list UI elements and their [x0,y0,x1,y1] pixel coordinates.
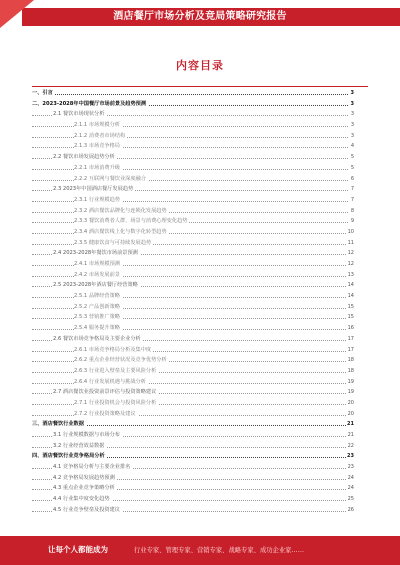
toc-entry[interactable] [32,366,354,377]
toc-entry-page: 18 [347,366,354,377]
toc-entry[interactable] [32,483,354,494]
toc-entry[interactable] [32,238,354,249]
toc-entry[interactable] [32,345,354,356]
toc-entry-page: 12 [347,259,354,270]
toc-entry-page: 25 [347,494,354,505]
toc-entry-page: 20 [347,409,354,420]
toc-entry-text: 2.7 酒店餐饮业投资前景评估与投资策略建议 [53,387,158,398]
toc-entry[interactable] [32,323,354,334]
toc-entry-page: 18 [347,355,354,366]
toc-entry[interactable] [32,259,354,270]
toc-entry-page: 13 [347,270,354,281]
toc-entry-page: 21 [347,430,354,441]
footer-slogan: 让每个人都能成为 [48,545,108,554]
toc-entry[interactable] [32,430,354,441]
toc-entry[interactable] [32,451,354,462]
toc-entry-text: 2.1 餐饮市场现状分析 [53,109,106,120]
toc-entry-page: 17 [347,334,354,345]
toc-entry-text: 2.2.2 互联网与餐饮业深度融合 [74,174,148,185]
toc-entry-page: 21 [346,419,354,430]
toc-entry-text: 2.1.3 市场竞争格局 [74,141,122,152]
toc-entry-text: 一、引言 [32,88,55,99]
toc-entry-text: 2.4 2023-2028年餐饮市场前景预测 [53,248,140,259]
toc-entry-text: 2.1.2 消费者市场结构 [74,131,127,142]
toc-entry-page: 7 [350,184,354,195]
toc-entry-text: 2.5.4 服务提升策略 [74,323,122,334]
toc-entry-page: 7 [350,195,354,206]
toc-entry-text: 3.1 行业规模数据与市场分布 [53,430,122,441]
toc-entry-text: 2.4.2 市场发展前景 [74,270,122,281]
toc-entry-page: 3 [350,88,354,99]
toc-entry[interactable] [32,398,354,409]
toc-entry-text: 2.6.2 重点企业经营状况及竞争优势分析 [74,355,169,366]
toc-entry-text: 二、2023-2028年中国餐厅市场前景及趋势预测 [32,99,148,110]
toc-entry-text: 2.5.2 产品创新策略 [74,302,122,313]
toc-entry[interactable] [32,419,354,430]
toc-entry[interactable] [32,377,354,388]
dot-leader [32,94,348,95]
toc-entry[interactable] [32,174,354,185]
toc-entry-page: 19 [347,387,354,398]
toc-entry[interactable] [32,441,354,452]
toc-entry[interactable] [32,280,354,291]
toc-entry[interactable] [32,88,354,99]
toc-entry[interactable] [32,473,354,484]
toc-entry-text: 2.7.1 行业投资机会与投资风险分析 [74,398,158,409]
toc-entry-page: 9 [350,216,354,227]
toc-entry-text: 4.1 竞争格局分析与主要企业排名 [53,462,132,473]
toc-entry[interactable] [32,227,354,238]
toc-entry-page: 4 [350,141,354,152]
toc-title: 内容目录 [176,59,224,72]
toc-entry-page: 24 [347,473,354,484]
toc-entry[interactable] [32,141,354,152]
toc-entry[interactable] [32,109,354,120]
toc-entry[interactable] [32,291,354,302]
toc-entry-text: 2.7.2 行业投资策略及建议 [74,409,138,420]
toc-entry[interactable] [32,270,354,281]
toc-entry-text: 2.2 餐饮市场发展趋势分析 [53,152,117,163]
toc-entry[interactable] [32,462,354,473]
toc-entry-text: 2.3.3 餐饮消费者人群、场景与消费心理变化趋势 [74,216,189,227]
toc-entry[interactable] [32,163,354,174]
toc-entry-page: 11 [347,238,354,249]
toc-entry-page: 19 [347,377,354,388]
toc-entry-page: 6 [350,174,354,185]
toc-entry-page: 8 [350,206,354,217]
toc-entry-text: 四、酒店餐饮行业竞争格局分析 [32,451,107,462]
toc-entry[interactable] [32,312,354,323]
toc-entry[interactable] [32,302,354,313]
toc-entry-page: 15 [347,312,354,323]
toc-entry-page: 5 [350,163,354,174]
toc-entry[interactable] [32,131,354,142]
toc-entry-text: 2.3.1 行业规模趋势 [74,195,122,206]
toc-entry-page: 23 [346,451,354,462]
toc-entry-text: 2.5.3 营销推广策略 [74,312,122,323]
toc-entry-page: 23 [347,462,354,473]
toc-entry[interactable] [32,99,354,110]
toc-entry[interactable] [32,120,354,131]
toc-entry-page: 3 [350,99,354,110]
page-header [0,0,400,34]
toc-entry-page: 10 [347,227,354,238]
toc-entry-text: 2.5.1 品牌经营策略 [74,291,122,302]
toc-entry-text: 2.6.1 市场竞争格局分析及集中度 [74,345,153,356]
toc-entry-text: 2.2.1 市场消费升级 [74,163,122,174]
toc-entry-text: 4.4 行业集中度变化趋势 [53,494,112,505]
toc-entry[interactable] [32,505,354,516]
toc-divider [32,86,368,87]
toc-entry[interactable] [32,184,354,195]
toc-entry-page: 3 [350,109,354,120]
toc-entry[interactable] [32,494,354,505]
toc-entry[interactable] [32,355,354,366]
toc-entry-text: 2.6 餐饮市场竞争格局及主要企业分析 [53,334,143,345]
toc-entry[interactable] [32,409,354,420]
report-title: 酒店餐厅市场分析及竞局策略研究报告 [113,11,287,22]
toc-entry-page: 3 [350,120,354,131]
toc-entry-page: 20 [347,398,354,409]
toc-entry-text: 2.3 2023年中国酒店餐厅发展趋势 [53,184,135,195]
toc-entry-page: 22 [347,441,354,452]
toc-entry-text: 2.5 2023-2028年酒店餐厅经营策略 [53,280,140,291]
footer-tagline: 行业专家、管理专家、营销专家、战略专家、成功企业家…… [134,547,305,554]
toc-entry-page: 15 [347,302,354,313]
toc-entry-page: 14 [347,291,354,302]
page-footer [0,536,400,565]
toc-entry-page: 14 [347,280,354,291]
toc-entry[interactable] [32,387,354,398]
toc-entry[interactable] [32,216,354,227]
toc-entry-text: 2.3.4 酒店餐饮线上化与数字化转型趋势 [74,227,169,238]
toc-entry-text: 2.3.2 酒店餐饮品牌化与连锁化发展趋势 [74,206,169,217]
toc-entry-text: 2.1.1 市场规模分析 [74,120,122,131]
toc-entry-page: 3 [350,131,354,142]
toc-entry-page: 12 [347,248,354,259]
toc-entry[interactable] [32,152,354,163]
toc-entry-text: 2.4.1 市场规模预测 [74,259,122,270]
toc-entry-text: 三、酒店餐饮行业数据 [32,419,86,430]
toc-entry-text: 4.2 竞争格局发展趋势预测 [53,473,117,484]
toc-entry[interactable] [32,206,354,217]
toc-entry-text: 4.5 行业竞争壁垒及投资建议 [53,505,122,516]
toc-entry-page: 16 [347,323,354,334]
toc-entry-text: 4.3 重点企业竞争策略分析 [53,483,117,494]
toc-entry[interactable] [32,195,354,206]
toc-entry-text: 2.6.4 行业发展机遇与挑战分析 [74,377,148,388]
toc-entry-page: 26 [347,505,354,516]
toc-entry-text: 2.3.5 健康饮食与可持续发展趋势 [74,238,153,249]
toc-entry-page: 17 [347,345,354,356]
toc-entry[interactable] [32,248,354,259]
table-of-contents [32,88,354,516]
toc-entry-page: 24 [347,483,354,494]
toc-entry[interactable] [32,334,354,345]
toc-entry-text: 2.6.3 行业进入壁垒及主要风险分析 [74,366,158,377]
toc-entry-text: 3.2 行业经营效益数据 [53,441,106,452]
toc-entry-page: 5 [350,152,354,163]
